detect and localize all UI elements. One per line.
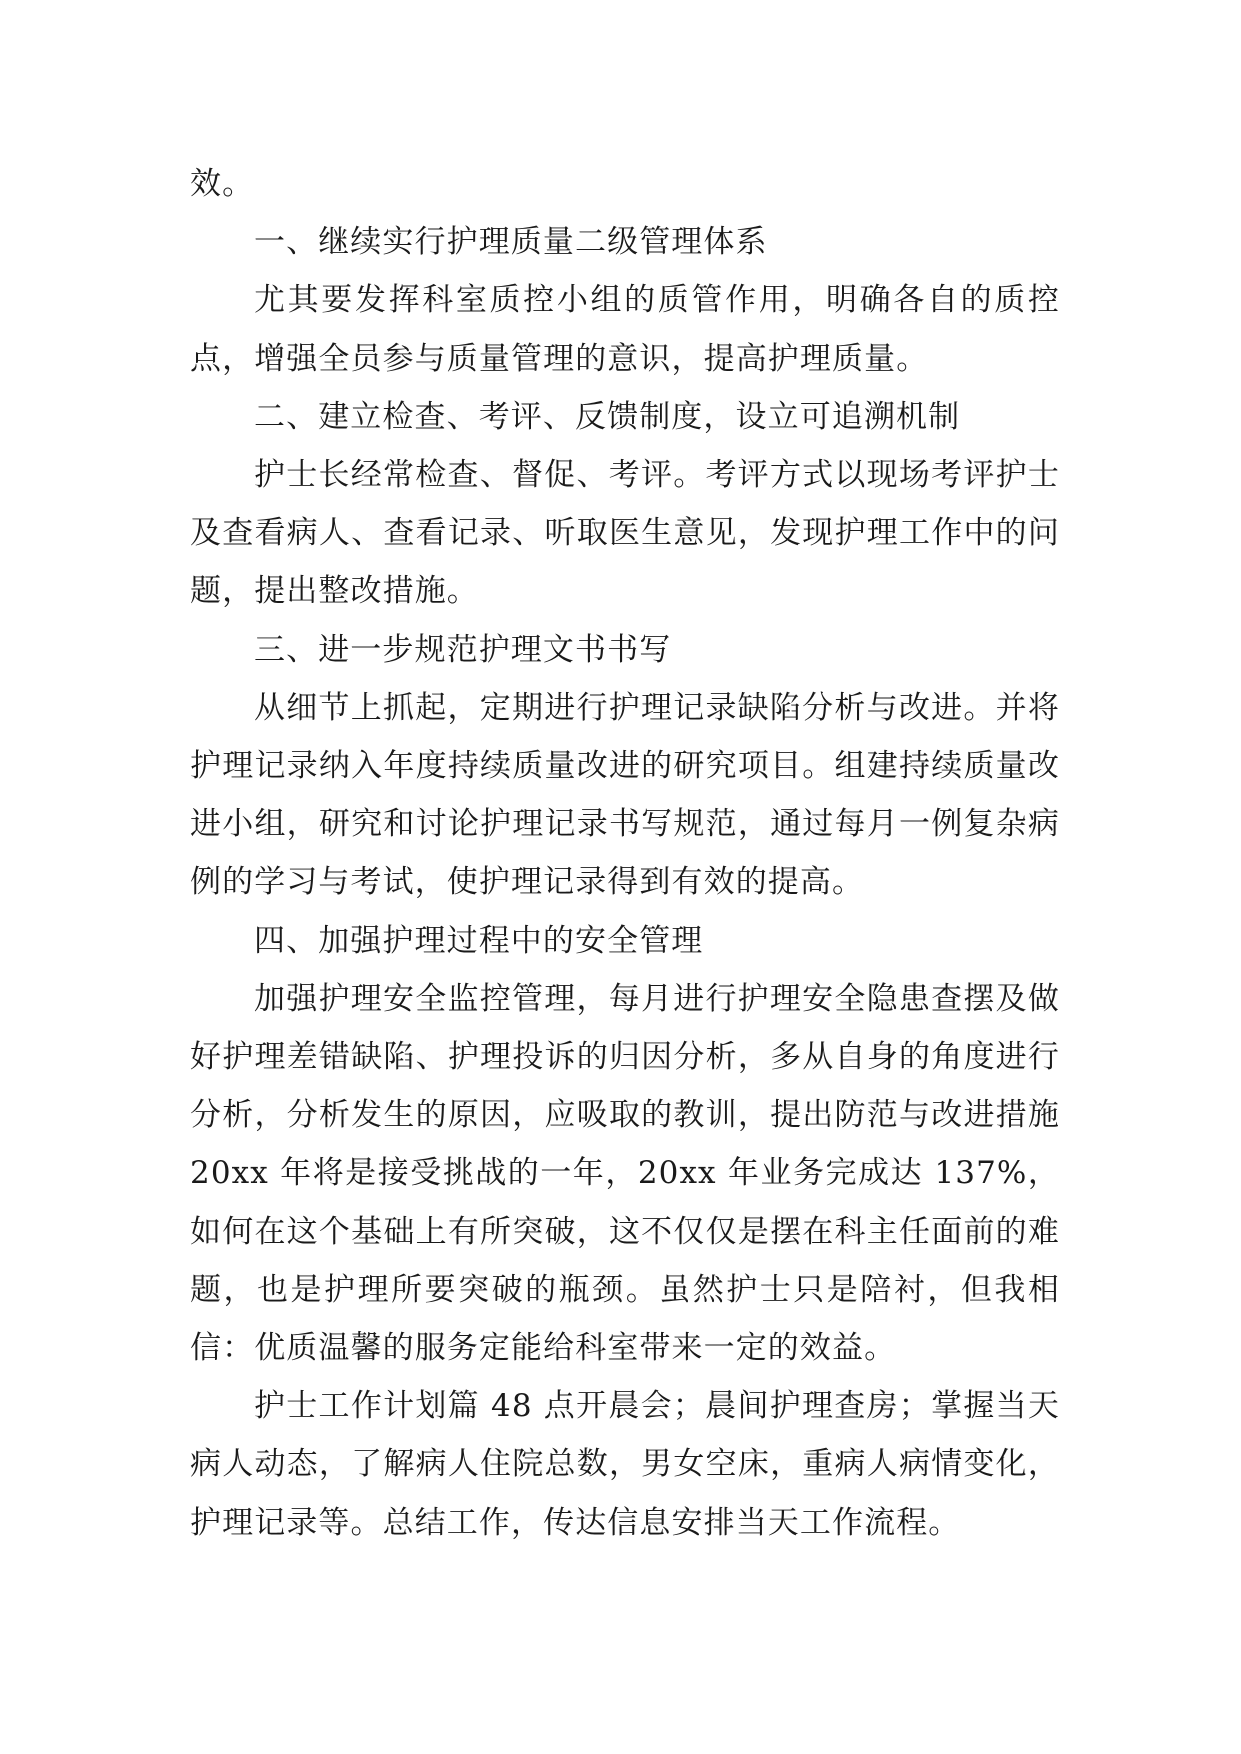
paragraph-continuation: 效。 bbox=[190, 166, 255, 202]
section-heading-2: 二、建立检查、考评、反馈制度，设立可追溯机制 bbox=[254, 398, 961, 435]
paragraph: 加强护理安全监控管理，每月进行护理安全隐患查摆及做好护理差错缺陷、护理投诉的归因分析，多从自身的角度进行分析，分析发生的原因，应吸取的教训，提出防范与改进措施 20xx 年将是接受挑战的一年，20xx 年业务完成达 137%，如何在这个基础上有所突破，这不仅仅是摆在科主任面前的难题，也是护理所要突破的瓶颈。虽然护士只是陪衬，但我相信：优质温馨的服务定能给科室带来一定的效益。 bbox=[190, 980, 1060, 1367]
body-text bbox=[190, 155, 1060, 1552]
section-heading-3: 三、进一步规范护理文书书写 bbox=[254, 631, 672, 668]
paragraph: 护士工作计划篇 48 点开晨会；晨间护理查房；掌握当天病人动态，了解病人住院总数，男女空床，重病人病情变化，护理记录等。总结工作，传达信息安排当天工作流程。 bbox=[190, 1388, 1060, 1541]
section-heading-4: 四、加强护理过程中的安全管理 bbox=[254, 922, 704, 959]
section-heading-1: 一、继续实行护理质量二级管理体系 bbox=[254, 224, 768, 261]
paragraph: 护士长经常检查、督促、考评。考评方式以现场考评护士及查看病人、查看记录、听取医生意见，发现护理工作中的问题，提出整改措施。 bbox=[190, 457, 1060, 610]
paragraph: 尤其要发挥科室质控小组的质管作用，明确各自的质控点，增强全员参与质量管理的意识，提高护理质量。 bbox=[190, 282, 1060, 377]
paragraph: 从细节上抓起，定期进行护理记录缺陷分析与改进。并将护理记录纳入年度持续质量改进的研究项目。组建持续质量改进小组，研究和讨论护理记录书写规范，通过每月一例复杂病例的学习与考试，使护理记录得到有效的提高。 bbox=[190, 689, 1060, 901]
